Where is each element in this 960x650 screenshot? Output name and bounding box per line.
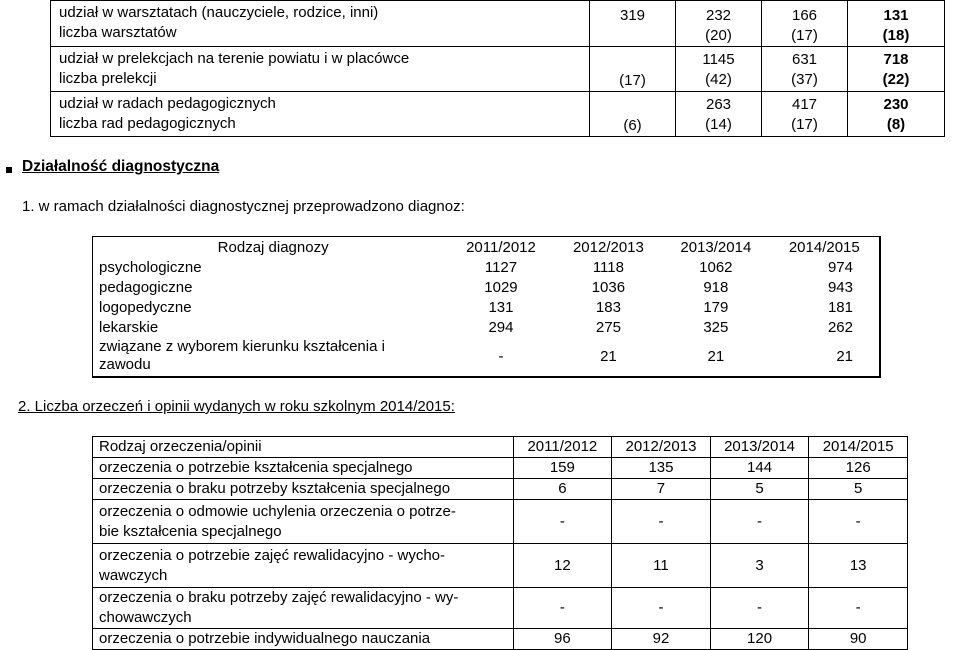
cell-value: 12	[513, 544, 612, 588]
label-line: liczba warsztatów	[59, 24, 177, 41]
row-label: orzeczenia o potrzebie kształcenia specjalnego	[93, 458, 514, 479]
item-2-heading: 2. Liczba orzeczeń i opinii wydanych w roku szkolnym 2014/2015:	[18, 398, 455, 415]
label-line: chowawczych	[99, 609, 192, 626]
label-line: wawczych	[99, 566, 168, 584]
cell-value: (42)	[705, 71, 732, 88]
table-header-row	[93, 237, 881, 259]
value-cell	[762, 92, 848, 137]
cell-value: (22)	[882, 71, 910, 88]
row-label: orzeczenia o braku potrzeby kształcenia specjalnego	[93, 479, 514, 500]
cell-value: (20)	[705, 27, 732, 44]
value-cell	[676, 1, 762, 47]
cell-value: (14)	[705, 116, 732, 133]
value-cell	[848, 47, 945, 92]
cell-value: 166	[791, 7, 818, 24]
cell-value: 92	[612, 629, 711, 650]
header-cell: 2013/2014	[710, 437, 809, 458]
header-cell: 2012/2013	[612, 437, 711, 458]
cell-value: 1062	[699, 259, 733, 276]
value-cell	[848, 1, 945, 47]
table-row	[51, 47, 945, 92]
cell-value: -	[612, 500, 711, 544]
row-label	[93, 588, 514, 629]
cell-value: (18)	[882, 27, 910, 44]
cell-value: 263	[705, 96, 732, 113]
activities-table	[50, 0, 945, 137]
value-cell	[590, 1, 676, 47]
cell-value: 417	[791, 96, 818, 113]
table-row	[93, 544, 908, 588]
table-row	[93, 338, 881, 377]
cell-value: -	[513, 588, 612, 629]
cell-value: 179	[703, 299, 729, 316]
row-label	[93, 338, 448, 377]
table-row	[93, 278, 881, 298]
cell-value: 1127	[484, 259, 518, 276]
cell-value: 1029	[484, 279, 518, 296]
cell-value: -	[809, 588, 908, 629]
cell-value: -	[498, 348, 504, 365]
header-cell: Rodzaj diagnozy	[217, 239, 329, 256]
row-label	[51, 92, 590, 137]
label-line: orzeczenia o braku potrzeby zajęć rewalidacyjno - wy-	[99, 589, 459, 606]
cell-value: 325	[703, 319, 729, 336]
cell-value: 21	[836, 348, 853, 365]
cell-value: 319	[619, 7, 646, 24]
cell-value: 13	[809, 544, 908, 588]
table-row	[93, 588, 908, 629]
label-line: liczba prelekcji	[59, 70, 157, 87]
table-row	[93, 479, 908, 500]
cell-value: (17)	[791, 27, 818, 44]
cell-value: 230	[883, 96, 909, 113]
value-cell	[762, 1, 848, 47]
cell-value: 5	[809, 479, 908, 500]
cell-value: 1145	[702, 51, 735, 68]
table-row	[51, 92, 945, 137]
label-line: bie kształcenia specjalnego	[99, 522, 282, 540]
header-cell: 2011/2012	[513, 437, 612, 458]
header-cell: Rodzaj orzeczenia/opinii	[93, 437, 514, 458]
cell-value: 7	[612, 479, 711, 500]
cell-value: 275	[595, 319, 621, 336]
cell-value: 131	[883, 7, 909, 24]
cell-value: 126	[809, 458, 908, 479]
cell-value: 5	[710, 479, 809, 500]
cell-value: 120	[710, 629, 809, 650]
table-row	[93, 458, 908, 479]
cell-value: 159	[513, 458, 612, 479]
cell-value: -	[710, 588, 809, 629]
value-cell	[676, 47, 762, 92]
row-label: psychologiczne	[99, 259, 202, 276]
section-title: Działalność diagnostyczna	[22, 158, 220, 175]
cell-value: 21	[600, 348, 617, 365]
cell-value: 131	[488, 299, 514, 316]
header-cell: 2014/2015	[788, 238, 860, 256]
cell-value: (17)	[619, 72, 646, 89]
cell-value: 631	[791, 51, 818, 68]
row-label	[51, 47, 590, 92]
cell-value: 943	[827, 279, 853, 296]
item-1-heading: 1. w ramach działalności diagnostycznej przeprowadzono diagnoz:	[22, 198, 465, 215]
cell-value: (6)	[623, 117, 642, 134]
value-cell	[590, 92, 676, 137]
cell-value: 3	[710, 544, 809, 588]
cell-value: 6	[513, 479, 612, 500]
cell-value: 21	[707, 348, 725, 365]
label-line: udział w warsztatach (nauczyciele, rodzice, inni)	[59, 4, 379, 21]
value-cell	[590, 47, 676, 92]
table-header-row	[93, 437, 908, 458]
label-line: orzeczenia o odmowie uchylenia orzeczenia o potrze-	[99, 502, 456, 520]
cell-value: 1036	[591, 279, 626, 296]
cell-value: (37)	[791, 71, 818, 88]
cell-value: 232	[705, 7, 732, 24]
label-line: orzeczenia o potrzebie zajęć rewalidacyjno - wycho-	[99, 546, 445, 564]
table-row	[93, 258, 881, 278]
label-line: udział w radach pedagogicznych	[59, 95, 276, 112]
cell-value: (17)	[791, 116, 818, 133]
cell-value: 90	[809, 629, 908, 650]
square-bullet-icon	[6, 167, 12, 173]
row-label: pedagogiczne	[99, 279, 193, 296]
cell-value: (8)	[886, 116, 906, 133]
header-cell: 2011/2012	[466, 238, 536, 256]
table-row	[93, 318, 881, 338]
cell-value: 262	[827, 319, 853, 336]
table-row	[93, 500, 908, 544]
cell-value: 718	[883, 51, 909, 68]
label-line: związane z wyborem kierunku kształcenia i	[99, 338, 385, 355]
row-label	[93, 544, 514, 588]
cell-value: 144	[710, 458, 809, 479]
table-row	[93, 298, 881, 318]
cell-value: 1118	[592, 259, 624, 276]
cell-value: 135	[612, 458, 711, 479]
header-cell: 2014/2015	[809, 437, 908, 458]
row-label: orzeczenia o potrzebie indywidualnego nauczania	[93, 629, 514, 650]
row-label: lekarskie	[99, 319, 159, 336]
cell-value: 11	[612, 544, 711, 588]
table-row	[93, 629, 908, 650]
table-row	[51, 1, 945, 47]
cell-value: 918	[703, 279, 729, 296]
row-label	[93, 500, 514, 544]
value-cell	[848, 92, 945, 137]
cell-value: -	[513, 500, 612, 544]
cell-value: -	[710, 500, 809, 544]
value-cell	[676, 92, 762, 137]
label-line: udział w prelekcjach na terenie powiatu i w placówce	[59, 50, 410, 67]
label-line: zawodu	[99, 356, 151, 373]
header-cell: 2013/2014	[680, 238, 752, 256]
label-line: liczba rad pedagogicznych	[59, 115, 236, 132]
cell-value: -	[612, 588, 711, 629]
cell-value: 974	[827, 259, 853, 276]
cell-value: 181	[827, 299, 853, 316]
cell-value: 96	[513, 629, 612, 650]
decisions-table	[92, 436, 908, 650]
row-label	[51, 1, 590, 47]
header-cell: 2012/2013	[572, 238, 644, 256]
cell-value: -	[809, 500, 908, 544]
value-cell	[762, 47, 848, 92]
cell-value: 294	[488, 319, 514, 336]
cell-value: 183	[595, 299, 621, 316]
row-label: logopedyczne	[99, 299, 192, 316]
diagnoses-table	[92, 236, 881, 378]
